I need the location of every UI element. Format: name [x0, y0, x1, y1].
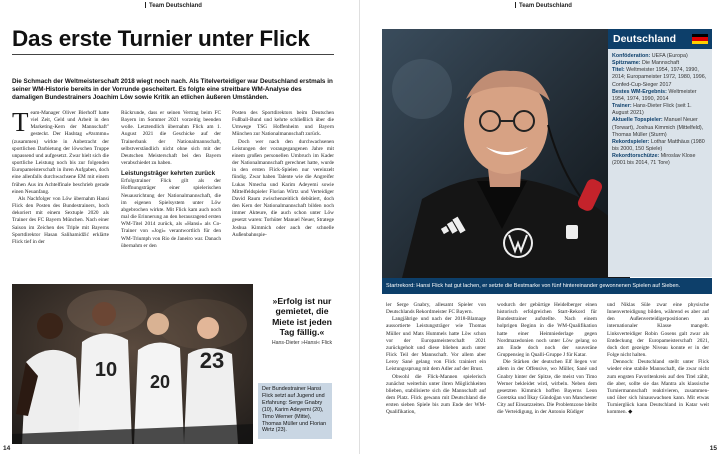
photo-caption-box: Der Bundestrainer Hansi Flick setzt auf Jugend und Erfahrung: Serge Gnabry (10), Karim Adeyemi (20), Timo Werner (Mitte), Thomas Müller und Florian Wirtz (23).	[258, 383, 332, 439]
factbox-entry-label: Spitzname:	[612, 60, 642, 67]
body-column-1	[12, 110, 109, 272]
paragraph: Rückrunde, dass er seinen Vertrag beim FC Bayern im Sommer 2021 vorzeitig beenden wolle. Letztendlich übernahm Flick am 1. August 2021 die Geschicke auf der Trainerbank der Nationalmannschaft, selbstverständlich nicht ohne sich mit der Deutschen Meisterschaft bei den Bayern verabschiedet zu haben.	[121, 110, 221, 167]
factbox-entry-label: Konföderation:	[612, 53, 652, 59]
jersey-number-2: 20	[149, 372, 171, 392]
jersey-number-1: 10	[94, 359, 118, 381]
factbox-entry	[612, 139, 708, 153]
factbox-entry-label: Bestes WM-Ergebnis:	[612, 88, 669, 95]
body-column-6	[607, 302, 709, 442]
paragraph: Obwohl die Flick-Mannen spielerisch zunächst weiterhin unter ihren Möglichkeiten blieben, stabilisierte sich die Mannschaft auf dem Platz. Flick gewann mit Deutschland die ersten sieben Spiele bis zum Ende der WM-Qualifikation,	[386, 373, 486, 416]
drop-cap: T	[12, 110, 29, 137]
factbox-entry-label: Aktuelle Topspieler:	[612, 117, 665, 124]
factbox-entry-value: Miroslav Klose (2001 bis 2014, 71 Tore)	[612, 153, 696, 167]
pull-quote: »Erfolg ist nur gemietet, die Miete ist jeden Tag fällig.«	[272, 296, 332, 338]
factbox-entry	[612, 117, 708, 138]
factbox-entry	[612, 153, 708, 167]
body-column-4	[386, 302, 486, 442]
factbox-entry-value: Weltmeister 1954, 1974, 1990, 2014; Europameister 1972, 1980, 1996, Confed-Cup-Sieger 2017	[612, 67, 707, 88]
coach-photo	[382, 29, 630, 278]
factbox-entry	[612, 103, 708, 117]
paragraph: Posten des Sportdirektors beim Deutschen Fußball-Bund und kehrte schließlich über die Umwege TSG Hoffenheim und Bayern München zur Nationalmannschaft zurück.	[232, 110, 334, 138]
country-factbox	[608, 29, 712, 277]
paragraph: wodurch der gebürtige Heidelberger einen historisch erfolgreichen Start-Rekord für Bundestrainer aufstellte. Nach einem holprigen Beginn in die WM-Qualifikation hatte einer Heimniederlage gegen Nordmazedonien noch unter Löw gelang so am Ende doch noch der souveräne Gruppensieg in Qualli-Gruppe J für Katar.	[497, 302, 597, 359]
paragraph: eam-Manager Oliver Bierhoff hatte viel Zeit, Geld und Arbeit in den Marketing-Kern der Mannschaft" gesteckt. Der Hashtag »#zsmmn« (zusammen) wirkte in Anbetracht der sportlichen Darbietung der löwschen Truppe unpassend und aufgesetzt. Zwar hielt sich die sportliche Leistung noch bis zur folgenden Europameisterschaft in ihren Aufgaben, doch eine allenfalls durchwachsene EM mit einem frühen Aus im Achtelfinale beschrieb gerade einen Neuanfang.	[12, 110, 109, 195]
page-number-left: 14	[3, 445, 11, 452]
body-column-5	[497, 302, 597, 442]
factbox-entry-value: Lothar Matthäus (1980 bis 2000, 150 Spiele)	[612, 138, 705, 153]
factbox-entry-value: Manuel Neuer (Torwart), Joshua Kimmich (Mittelfeld), Thomas Müller (Sturm)	[612, 117, 704, 138]
article-title: Das erste Turnier unter Flick	[12, 26, 310, 51]
factbox-entry-value: Die Mannschaft	[642, 60, 680, 67]
factbox-entry-label: Titel:	[612, 67, 627, 74]
quote-attribution: Hans-Dieter »Hansi« Flick	[271, 340, 333, 346]
paragraph: Erfolgstrainer Flick gilt als der Hoffnungsträger einer spielerischen Neuausrichtung der Nationalmannschaft, die im eigenen Spielsystem unter Löw abgebrochen wirkte. Mit Flick kam auch noch mal die Erinnerung an den herausragend ersten WM-Titel 2014 zurück, als »Hansi« als Co-Trainer von »Jogi« verantwortlich für den WM-Triumph von Rio de Janeiro war. Danach übernahm er den	[121, 178, 221, 249]
paragraph: Als Nachfolger von Löw übernahm Hansi Flick den Posten des Bundestrainers, hoch dekoriert mit einem Sextuple 2020 als Trainer des FC Bayern München. Nach einer Saison im Zeichen des Triple mit Bayerns Sportdirektor Hasan Salihamidžić erklärte Flick tief in der	[12, 195, 109, 245]
factbox-entry-value: Weltmeister 1954, 1974, 1990, 2014	[612, 88, 697, 102]
coach-photo-caption: Startrekord: Hansi Flick hat gut lachen, er setzte die Bestmarke von fünf hintereinander gewonnenen Spielen auf Sieben.	[382, 278, 712, 294]
title-divider	[12, 54, 334, 55]
subheading: Leistungsträger kehrten zurück	[121, 170, 216, 178]
factbox-body	[608, 49, 712, 172]
factbox-entry-value: UEFA (Europa)	[651, 53, 688, 59]
paragraph: Doch wer nach den durchwachsenen Leistungen der vorangegangenen Jahre mit einem großen personellen Umbruch im Kader der Nationalmannschaft gerechnet hatte, wurde in den ersten Flick-Spielen nur vereinzelt fündig. Zwar haben Talente wie die Angreifer Lukas Nmecha und Karim Adeyemi sowie Mittelfeldspieler Florian Wirtz und Verteidiger David Raum zwischenzeitlich debütiert, doch den Kern der Nationalmannschaft bilden noch immer Akteure, die auch schon unter Löw gesetzt waren: Torhüter Manuel Neuer, Stratege Joshua Kimmich oder auch der schnelle Außenbahnspie-	[232, 138, 334, 238]
body-column-2	[121, 110, 221, 272]
paragraph: Die Stärken der deutschen Elf liegen vor allem in der Offensive, wo Müller, Sané und Gnabry hinter der Spitze, die meist von Timo Werner bekleidet wird, wirbeln. Neben dem gesetzten Kimmich hoffen Bayerns Leon Goretzka und İlkay Gündoğan von Manchester City auf Einsatzzeiten. Die Problemzone bleibt die Verteidigung, in der Antonio Rüdiger	[497, 359, 597, 416]
page-number-right: 15	[709, 445, 717, 452]
factbox-entry	[612, 60, 708, 67]
factbox-entry-label: Rekordspieler:	[612, 138, 651, 145]
paragraph: und Niklas Süle zwar eine physische Innenverteidigung bilden, während es aber auf den Außenverteidigerpositionen an internationaler Klasse mangelt. Linksverteidiger Robin Gosens galt zwar als Entdeckung der Europameisterschaft 2021, doch dort gezeigte Niveau konnte er in der Folge nicht halten.	[607, 302, 709, 359]
factbox-entry-value: Hans-Dieter Flick (seit 1. August 2021)	[612, 103, 692, 117]
german-flag-icon	[692, 34, 708, 44]
article-lead: Die Schmach der Weltmeisterschaft 2018 wiegt noch nach. Als Titelverteidiger war Deutschland erstmals in seiner WM-Historie bereits in der Vorrunde gescheitert. Es folgte eine streitbare WM-Analyse des damaligen Bundestrainers Joachim Löw sowie Kritik an etlichen äußeren Umständen.	[12, 78, 333, 102]
team-photo	[12, 284, 253, 444]
factbox-entry-label: Trainer:	[612, 103, 634, 110]
paragraph: Dennoch: Deutschland stellt unter Flick wieder eine stabile Mannschaft, die zwar nicht zum engsten Favoritenkreis auf den Titel zählt, die aber, sollte sie das Mantra als klassische Turniermannschaft reaktivieren, zusammen- und über sich hinauswachsen kann. Mit etwas Turnierglück kann Deutschland in Katar weit kommen. ◆	[607, 359, 709, 416]
flag-stripe	[692, 41, 708, 44]
factbox-entry-label: Rekordtorschütze:	[612, 153, 661, 160]
paragraph: Langjährige und nach der 2018-Blamage aussortierte Leistungsträger wie Thomas Müller und Mats Hummels hatte Löw schon vor der Europameisterschaft 2021 zurückgeholt und diese blieben auch unter Flick Teil der Mannschaft. Vor allem aber Leroy Sané gelang von Flick trainiert ein Leistungssprung mit dem Adler auf der Brust.	[386, 316, 486, 373]
running-head-right: Team Deutschland	[515, 2, 572, 9]
body-column-3	[232, 110, 334, 272]
factbox-entry	[612, 89, 708, 103]
jersey-number-3: 23	[199, 348, 225, 373]
factbox-entry	[612, 67, 708, 88]
running-head-left: Team Deutschland	[145, 2, 202, 9]
paragraph: ler Serge Gnabry, allesamt Spieler von Deutschlands Rekordmeister FC Bayern.	[386, 302, 486, 316]
factbox-title: Deutschland	[613, 33, 677, 45]
factbox-entry	[612, 53, 708, 60]
factbox-header	[608, 29, 712, 49]
